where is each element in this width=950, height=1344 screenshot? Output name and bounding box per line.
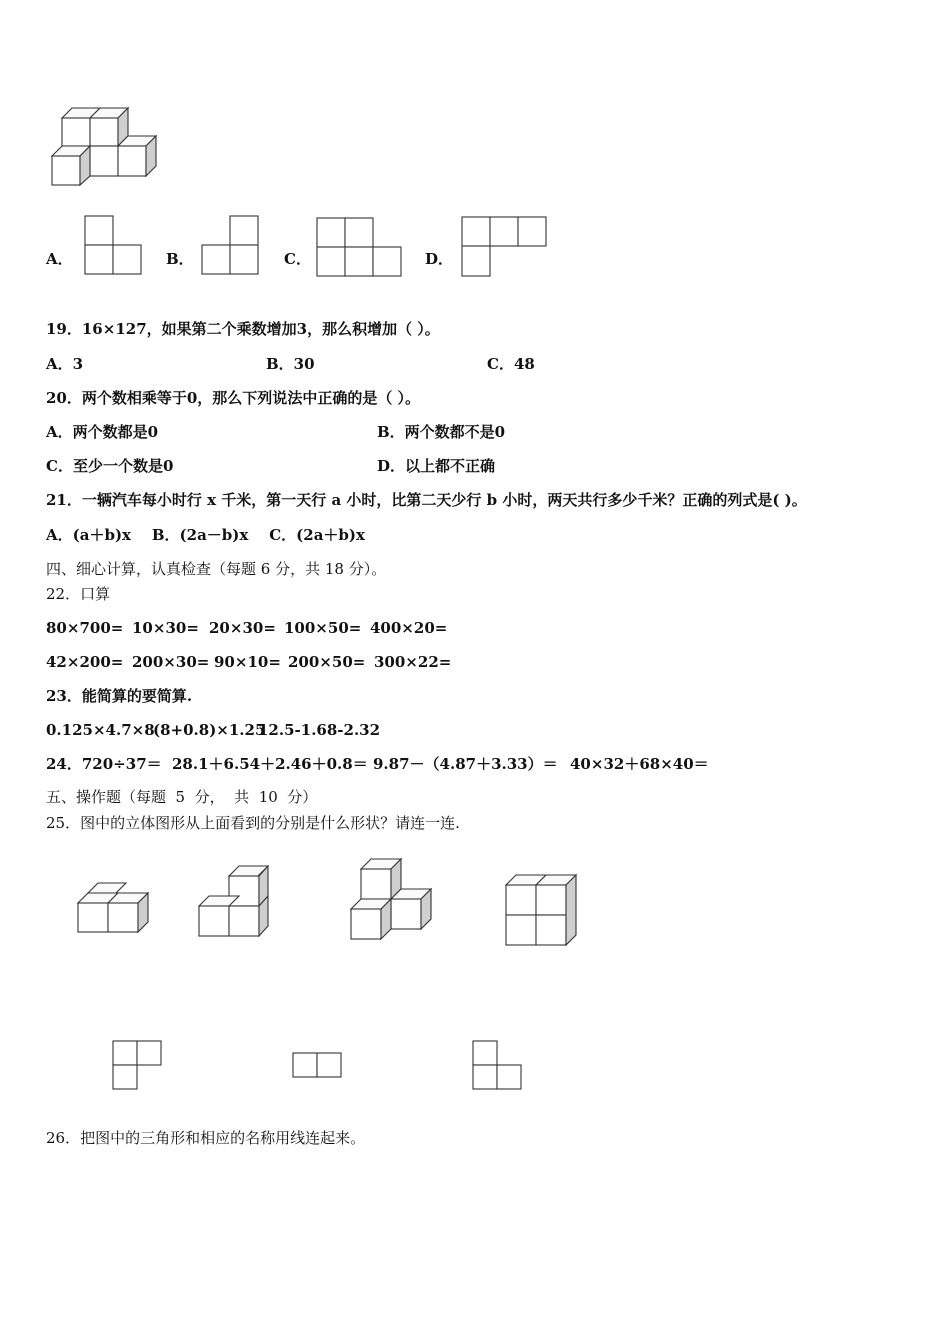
q20-option-a[interactable]: A．两个数都是0 [46,423,159,441]
q19-option-a[interactable]: A．3 [46,355,84,373]
q22-row2-item: 90×10= [214,653,281,671]
q20-option-c[interactable]: C．至少一个数是0 [46,457,174,475]
q22-row2-item: 200×30= [132,653,210,671]
q26-stem: 26．把图中的三角形和相应的名称用线连起来。 [46,1129,366,1147]
q23-item: (8+0.8)×1.25 [153,721,266,739]
q24-item: 28.1＋6.54＋2.46＋0.8＝ [172,755,368,773]
q24-item: 9.87－（4.87＋3.33）＝ [373,755,558,773]
q21-stem: 21．一辆汽车每小时行 x 千米，第一天行 a 小时，比第二天少行 b 小时，两天共行多少千米？正确的列式是( )。 [46,491,807,509]
q18-option-c-label[interactable]: C． [284,250,311,268]
q18-option-b-label[interactable]: B． [166,250,194,268]
q22-row2-item: 42×200= [46,653,124,671]
section4-title: 四、细心计算，认真检查（每题 6 分，共 18 分）。 [46,560,387,578]
q24-item: 24．720÷37＝ [46,755,162,773]
q22-row1-item: 80×700= [46,619,124,637]
q22-row1-item: 400×20= [370,619,448,637]
q22-row1-item: 20×30= [209,619,276,637]
q19-stem: 19．16×127，如果第二个乘数增加3，那么积增加（ ）。 [46,320,440,338]
q23-item: 12.5-1.68-2.32 [258,721,381,739]
q20-option-b[interactable]: B．两个数都不是0 [377,423,506,441]
q20-stem: 20．两个数相乘等于0，那么下列说法中正确的是（ ）。 [46,389,421,407]
q21-options[interactable]: A．(a＋b)x B．(2a－b)x C．(2a＋b)x [46,526,365,544]
q23-title: 23．能简算的要简算. [46,687,193,705]
section5-title: 五、操作题（每题 5 分， 共 10 分） [46,788,318,806]
q18-option-a-label[interactable]: A． [46,250,73,268]
q22-row1-item: 10×30= [132,619,199,637]
q24-item: 40×32＋68×40＝ [570,755,709,773]
q19-option-c[interactable]: C．48 [487,355,535,373]
q25-stem: 25．图中的立体图形从上面看到的分别是什么形状？请连一连. [46,814,460,832]
q19-option-b[interactable]: B．30 [266,355,315,373]
q22-title: 22．口算 [46,585,111,603]
q23-item: 0.125×4.7×8 [46,721,155,739]
q22-row2-item: 200×50= [288,653,366,671]
q18-option-d-label[interactable]: D． [425,250,454,268]
q22-row2-item: 300×22= [374,653,452,671]
q22-row1-item: 100×50= [284,619,362,637]
q20-option-d[interactable]: D．以上都不正确 [377,457,496,475]
